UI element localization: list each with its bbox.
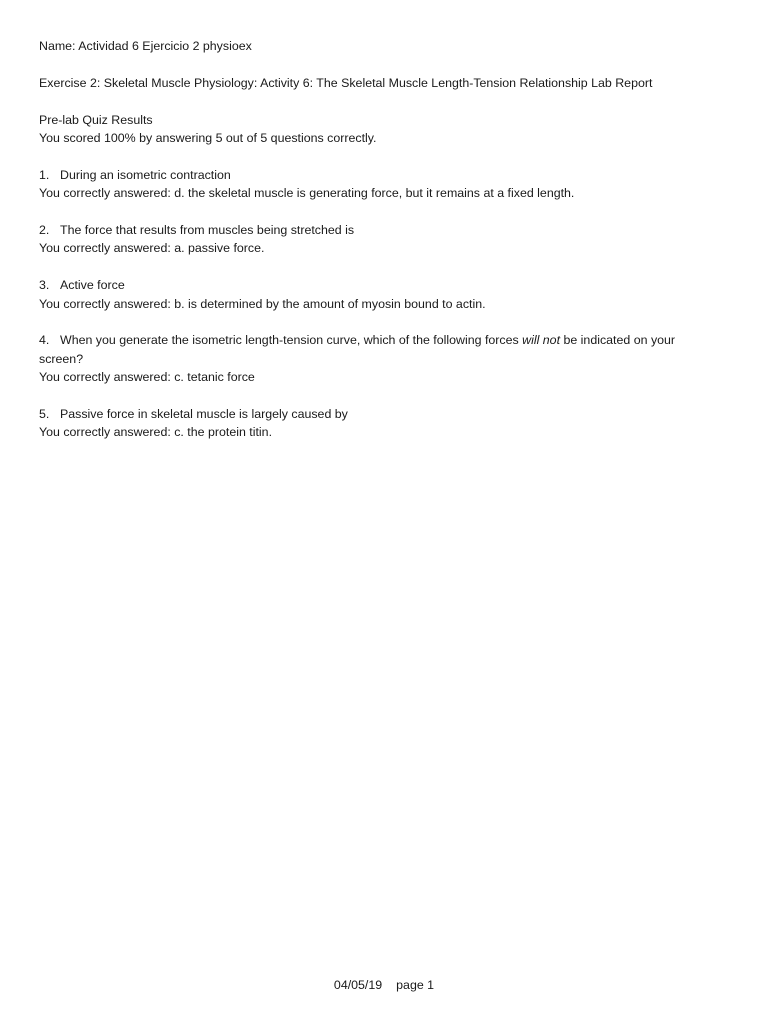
question-answer: You correctly answered: d. the skeletal muscle is generating force, but it remains at a fixed length.	[39, 186, 575, 201]
question-number: 5.	[39, 407, 50, 422]
question-text: Active force	[60, 278, 125, 293]
question-4	[39, 331, 699, 386]
question-text: When you generate the isometric length-tension curve, which of the following forces	[60, 333, 523, 348]
report-title: Exercise 2: Skeletal Muscle Physiology: Activity 6: The Skeletal Muscle Length-Tension Relationship Lab Report	[39, 75, 653, 90]
question-1	[39, 166, 699, 203]
question-number: 4.	[39, 333, 50, 348]
question-text: The force that results from muscles being stretched is	[60, 223, 355, 237]
question-emphasis: will not	[522, 333, 561, 348]
question-number: 1.	[39, 167, 50, 182]
question-text: During an isometric contraction	[60, 167, 231, 182]
question-number: 2.	[39, 223, 50, 237]
quiz-heading: Pre-lab Quiz Results	[39, 112, 153, 127]
lab-report-page	[39, 37, 699, 442]
question-3	[39, 276, 699, 313]
question-answer: You correctly answered: b. is determined by the amount of myosin bound to actin.	[39, 296, 486, 311]
question-answer: You correctly answered: a. passive force.	[39, 241, 265, 256]
quiz-score: You scored 100% by answering 5 out of 5 questions correctly.	[39, 131, 377, 145]
footer-page-number: page 1	[396, 978, 435, 992]
question-2	[39, 221, 699, 258]
question-answer: You correctly answered: c. tetanic force	[39, 370, 255, 385]
name-line: Name: Actividad 6 Ejercicio 2 physioex	[39, 39, 252, 53]
question-number: 3.	[39, 278, 50, 293]
question-answer: You correctly answered: c. the protein titin.	[39, 425, 273, 440]
footer-date: 04/05/19	[333, 978, 383, 992]
page-footer	[0, 976, 768, 994]
question-5	[39, 405, 699, 442]
question-text-continued: be indicated on your screen?	[39, 333, 676, 366]
question-text: Passive force in skeletal muscle is largely caused by	[60, 407, 348, 422]
